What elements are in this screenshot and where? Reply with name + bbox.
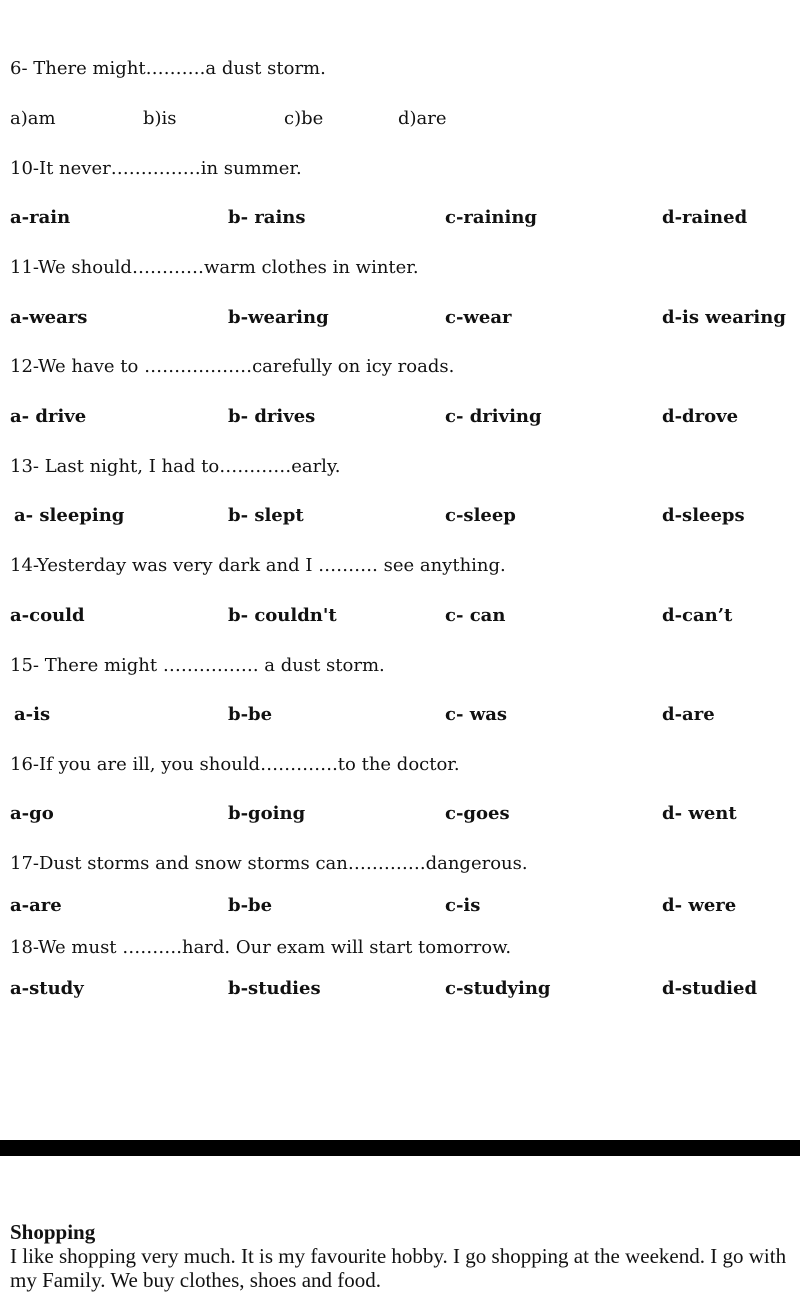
q11-option-d: d-is wearing <box>662 307 786 328</box>
q11-option-b: b-wearing <box>228 307 329 328</box>
q14-option-a: a-could <box>10 605 85 626</box>
q17-option-c: c-is <box>445 895 481 916</box>
q15-option-b: b-be <box>228 704 273 725</box>
question-16: 16-If you are ill, you should………….to the doctor. <box>10 754 460 775</box>
q11-option-a: a-wears <box>10 307 88 328</box>
question-17: 17-Dust storms and snow storms can………….dangerous. <box>10 853 528 874</box>
q18-option-c: c-studying <box>445 978 551 999</box>
q12-option-d: d-drove <box>662 406 739 427</box>
q10-option-d: d-rained <box>662 207 748 228</box>
question-12: 12-We have to ………………carefully on icy roads. <box>10 356 455 377</box>
q6-option-d: d)are <box>398 108 447 129</box>
q15-option-c: c- was <box>445 704 507 725</box>
q18-option-a: a-study <box>10 978 84 999</box>
question-15: 15- There might ……………. a dust storm. <box>10 655 385 676</box>
page-break-divider <box>0 1140 800 1156</box>
q13-option-c: c-sleep <box>445 505 516 526</box>
q6-option-b: b)is <box>143 108 177 129</box>
q12-option-b: b- drives <box>228 406 316 427</box>
q12-option-c: c- driving <box>445 406 542 427</box>
q13-option-d: d-sleeps <box>662 505 745 526</box>
reading-passage: I like shopping very much. It is my favourite hobby. I go shopping at the weekend. I go with my Family. We buy clothes, shoes and food. <box>10 1244 787 1292</box>
q14-option-c: c- can <box>445 605 506 626</box>
question-14: 14-Yesterday was very dark and I ………. see anything. <box>10 555 506 576</box>
q6-option-c: c)be <box>284 108 324 129</box>
q14-option-d: d-can’t <box>662 605 733 626</box>
q16-option-d: d- went <box>662 803 737 824</box>
q10-option-c: c-raining <box>445 207 538 228</box>
reading-title: Shopping <box>10 1220 96 1244</box>
q15-option-a: a-is <box>14 704 51 725</box>
q13-option-a: a- sleeping <box>14 505 125 526</box>
q13-option-b: b- slept <box>228 505 304 526</box>
q17-option-b: b-be <box>228 895 273 916</box>
q16-option-b: b-going <box>228 803 306 824</box>
q11-option-c: c-wear <box>445 307 512 328</box>
q10-option-b: b- rains <box>228 207 306 228</box>
q17-option-a: a-are <box>10 895 62 916</box>
q6-option-a: a)am <box>10 108 56 129</box>
q16-option-a: a-go <box>10 803 54 824</box>
q18-option-b: b-studies <box>228 978 321 999</box>
q14-option-b: b- couldn't <box>228 605 337 626</box>
q15-option-d: d-are <box>662 704 715 725</box>
question-13: 13- Last night, I had to…………early. <box>10 456 341 477</box>
question-6: 6- There might……….a dust storm. <box>10 58 326 79</box>
question-11: 11-We should…………warm clothes in winter. <box>10 257 419 278</box>
q16-option-c: c-goes <box>445 803 510 824</box>
q18-option-d: d-studied <box>662 978 758 999</box>
q17-option-d: d- were <box>662 895 737 916</box>
q10-option-a: a-rain <box>10 207 71 228</box>
question-10: 10-It never……………in summer. <box>10 158 302 179</box>
question-18: 18-We must ……….hard. Our exam will start tomorrow. <box>10 937 512 958</box>
q12-option-a: a- drive <box>10 406 87 427</box>
